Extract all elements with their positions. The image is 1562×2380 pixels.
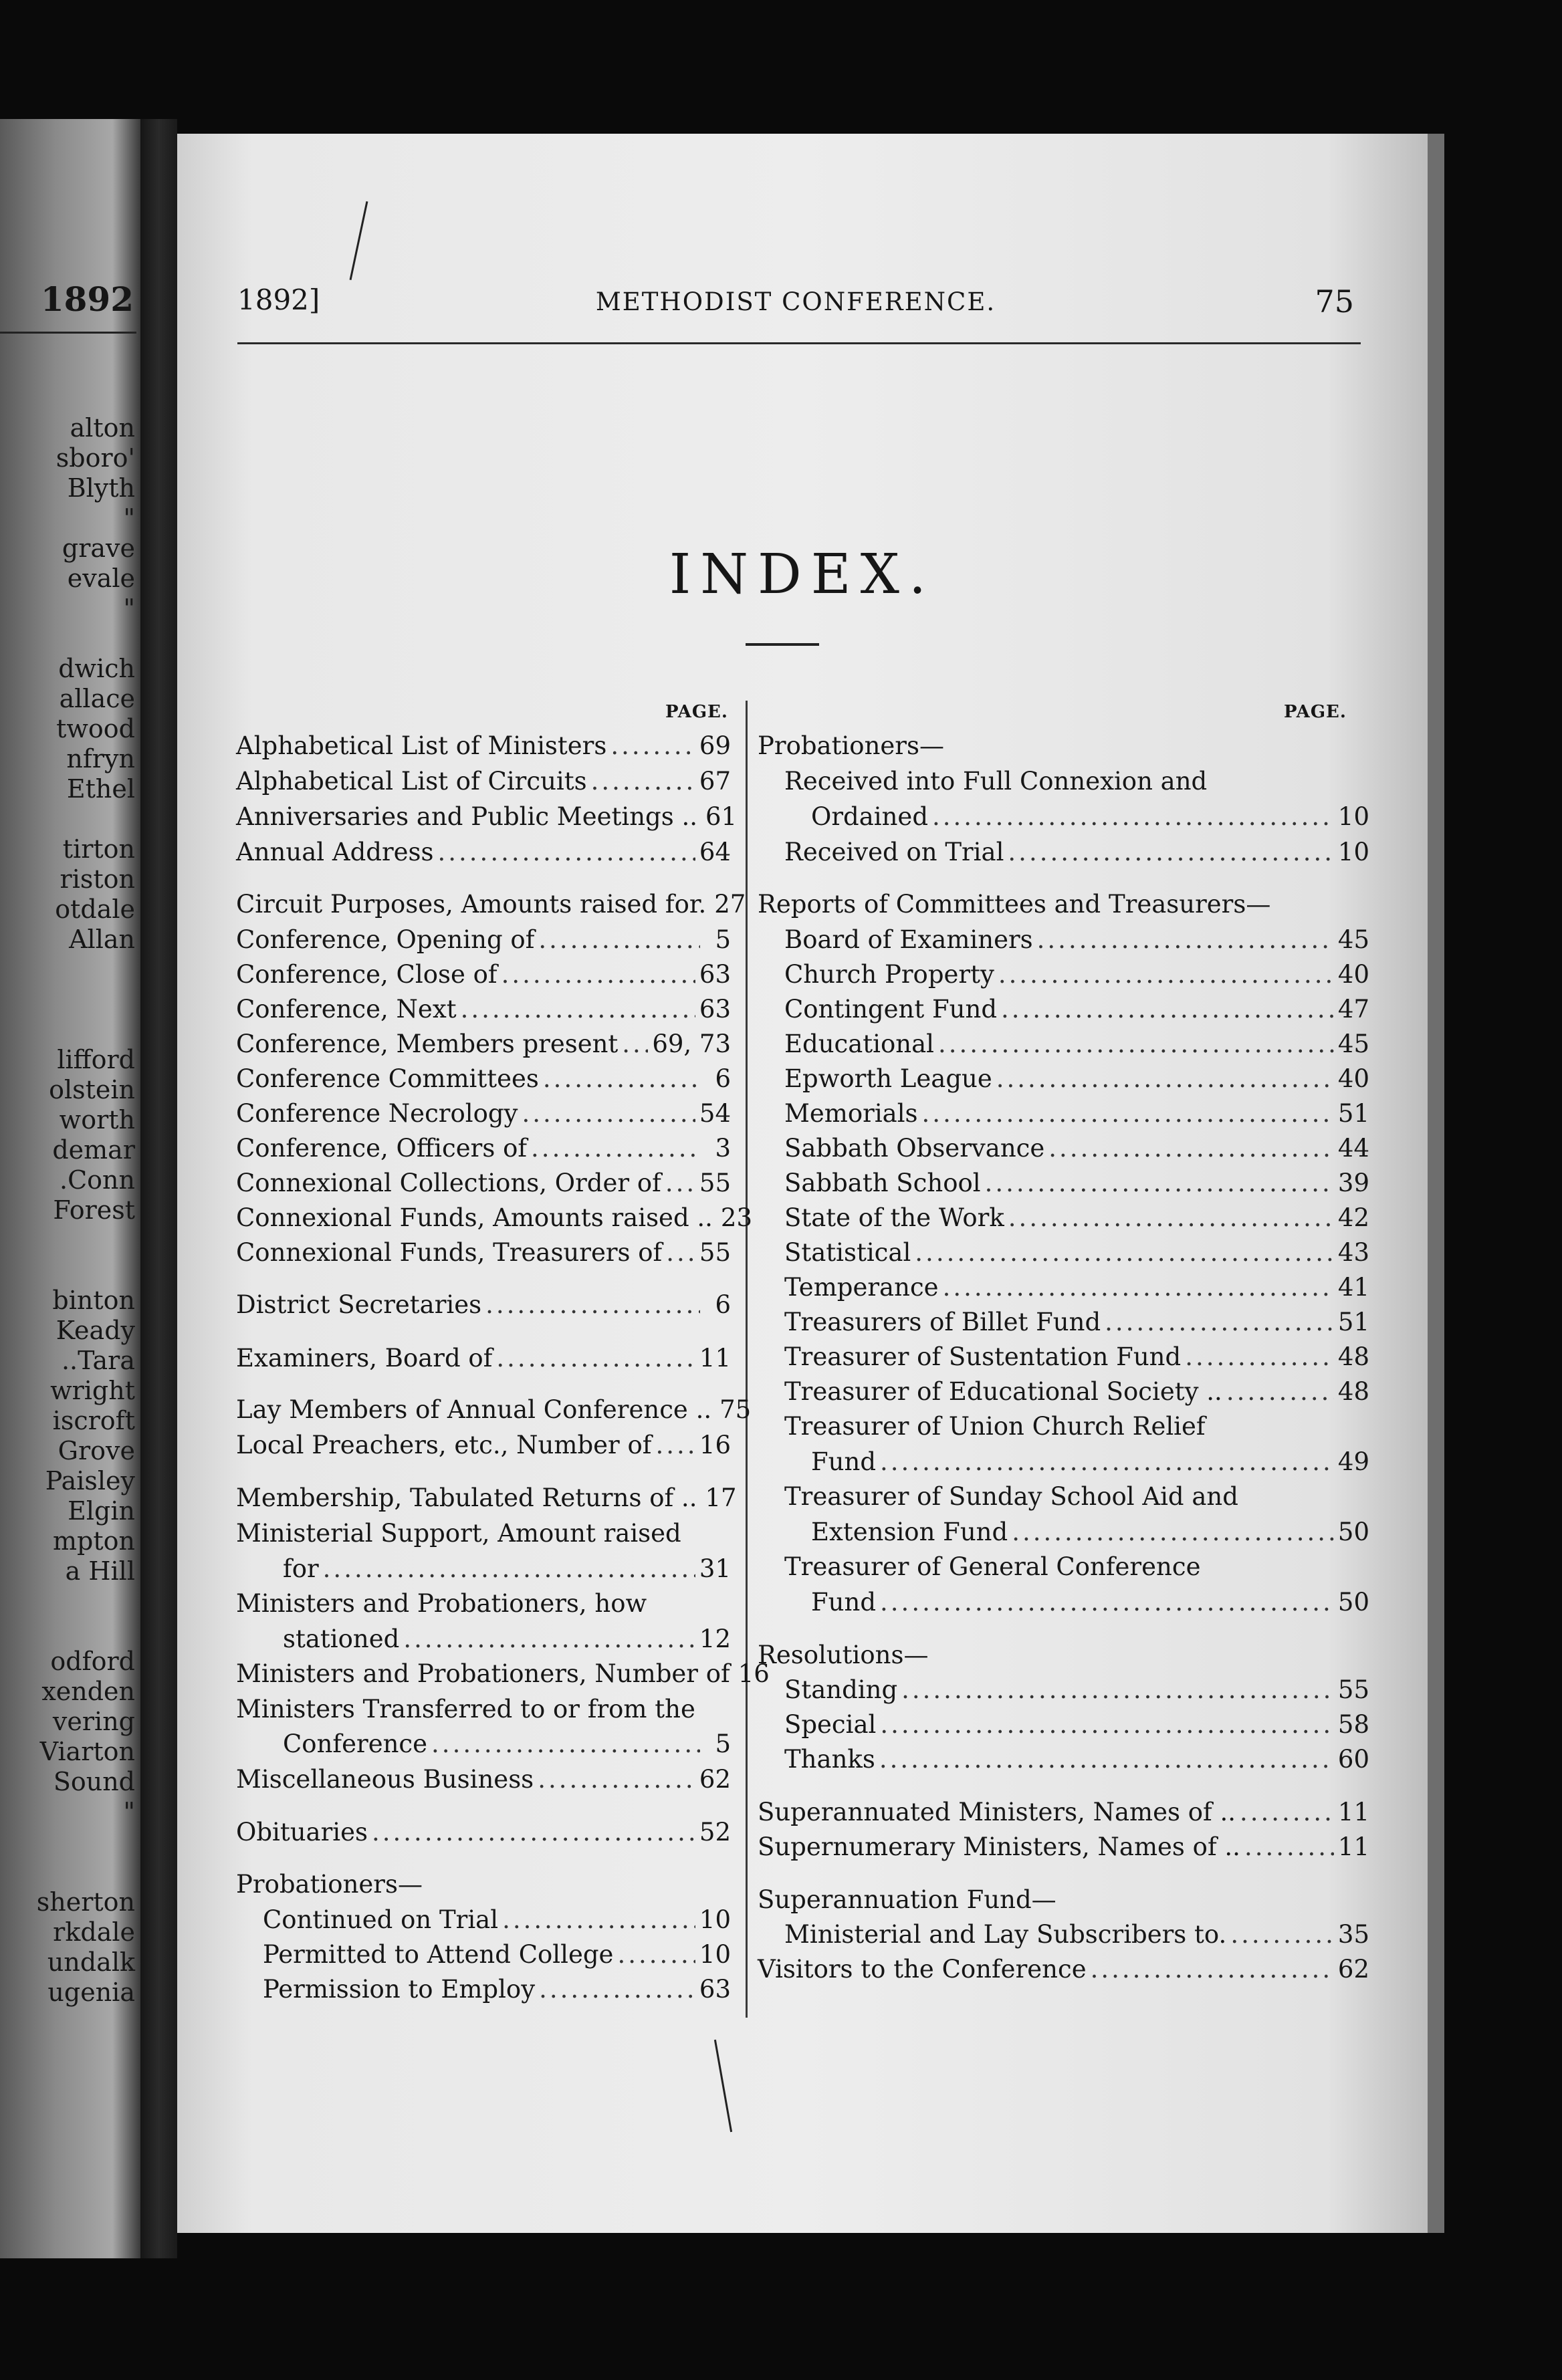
page-edge [1428,134,1444,2233]
index-entry-page: 39 [1337,1169,1369,1197]
dot-leader [1091,1952,1334,1987]
index-entry [758,1795,1369,1830]
index-entry-title: Church Property [784,960,994,989]
index-entry-page: 63 [699,960,731,989]
dot-leader [666,1235,695,1270]
index-entry [236,992,731,1027]
index-entry [236,1341,731,1376]
index-entry [784,1673,1369,1707]
facing-page-line [37,1617,135,1647]
index-entry-title: Annual Address [236,838,434,866]
index-entry-title: Circuit Purposes, Amounts raised for. [236,890,707,919]
index-entry-page: 69 [699,731,731,760]
index-entry-title: Educational [784,1030,935,1058]
index-entry-page: 50 [1337,1588,1369,1617]
dot-leader [880,1707,1334,1742]
facing-page-line: evale [67,564,135,593]
index-entry-title: Connexional Funds, Amounts raised .. [236,1203,713,1232]
dot-leader [622,1027,648,1062]
index-entry [236,1657,770,1691]
index-heading: Ministers and Probationers, how [236,1589,647,1618]
facing-page [0,119,140,2258]
index-entry-page: 49 [1337,1447,1369,1476]
index-heading: Treasurer of Sunday School Aid and [784,1482,1238,1511]
index-entry-title: Treasurer of Sustentation Fund [784,1342,1182,1371]
index-entry-page: 40 [1337,1064,1369,1093]
index-entry [263,1972,731,2007]
index-entry [283,1622,731,1657]
index-entry-page: 62 [699,1765,731,1794]
dot-leader [531,1131,700,1166]
dot-leader [323,1552,695,1586]
dot-leader [502,1903,695,1937]
facing-page-line: grave [62,533,135,563]
index-entry [236,1166,731,1201]
index-entry-title: Alphabetical List of Ministers [236,731,607,760]
index-entry-page: 61 [705,802,738,831]
index-entry-title: Special [784,1710,877,1739]
index-entry-page: 75 [719,1395,752,1424]
index-entry-page: 17 [705,1483,737,1512]
dot-leader [922,1096,1334,1131]
facing-page-header: 1892 [40,279,134,319]
index-entry-title: Thanks [784,1745,875,1774]
index-entry-title: Conference, Next [236,995,457,1024]
index-entry-title: for [283,1554,319,1583]
facing-page-line: " [123,594,135,623]
facing-page-rule [0,332,136,334]
facing-page-line: ..Tara [61,1346,135,1375]
index-entry-title: Statistical [784,1238,911,1267]
facing-page-line: Paisley [45,1466,135,1496]
dot-leader [879,1742,1334,1777]
index-entry-page: 10 [1337,838,1369,866]
index-entry-page: 11 [1337,1798,1369,1826]
facing-page-line: a Hill [65,1556,135,1586]
index-entry-title: Sabbath School [784,1169,981,1197]
index-entry [784,1201,1369,1235]
facing-page-line: sboro' [55,443,135,473]
index-entry [236,1393,752,1427]
index-entry [236,887,746,922]
facing-page-line: odford [50,1647,135,1676]
index-entry-title: Conference, Opening of [236,925,535,954]
facing-page-line: Forest [53,1195,135,1225]
facing-page-column [37,413,135,2008]
index-entry-title: Superannuated Ministers, Names of .. [758,1798,1236,1826]
index-entry-page: 47 [1337,995,1369,1024]
index-entry-title: Conference Necrology [236,1099,518,1128]
facing-page-line: " [123,1797,135,1826]
book-gutter [140,119,177,2258]
facing-page-line: sherton [36,1887,135,1917]
facing-page-line: worth [59,1105,135,1135]
index-entry-page: 69, 73 [652,1030,731,1058]
dot-leader [1037,923,1334,957]
index-entry-title: Alphabetical List of Circuits [236,767,587,796]
dot-leader [880,1585,1334,1620]
facing-page-line: " [123,503,135,533]
index-entry-title: Permitted to Attend College [263,1940,614,1969]
dot-leader [617,1937,695,1972]
index-entry [784,1340,1369,1375]
index-entry [236,1428,731,1463]
index-entry [784,1096,1369,1131]
index-entry-page: 16 [699,1431,731,1459]
facing-page-line [37,1256,135,1286]
index-entry-title: Connexional Funds, Treasurers of [236,1238,663,1267]
index-entry-title: Conference, Officers of [236,1134,528,1163]
index-entry-page: 58 [1337,1710,1369,1739]
index-entry [784,1166,1369,1201]
index-entry-page: 50 [1337,1518,1369,1546]
dot-leader [880,1445,1334,1479]
dot-leader [543,1062,700,1096]
facing-page-line: wright [50,1376,135,1405]
right-page-label: PAGE. [1284,702,1347,722]
index-entry-page: 64 [699,838,731,866]
index-entry [236,923,731,957]
dot-leader [431,1727,700,1762]
index-entry [784,835,1369,870]
facing-page-line: tirton [62,834,135,864]
index-entry [236,764,731,799]
index-entry-title: Ministerial and Lay Subscribers to. [784,1920,1227,1949]
index-entry-title: Connexional Collections, Order of [236,1169,661,1197]
facing-page-line: binton [52,1286,135,1315]
index-entry-title: Standing [784,1675,898,1704]
facing-page-line: vering [52,1707,135,1736]
facing-page-line [37,955,135,985]
dot-leader [901,1673,1334,1707]
index-entry-title: Extension Fund [811,1518,1008,1546]
index-entry [811,1515,1369,1550]
index-entry-page: 43 [1337,1238,1369,1267]
index-entry [811,800,1369,834]
index-entry-title: Board of Examiners [784,925,1033,954]
dot-leader [1105,1305,1334,1340]
index-entry [236,1096,731,1131]
index-entry-page: 45 [1337,925,1369,954]
dot-leader [985,1166,1334,1201]
dot-leader [1185,1340,1334,1375]
index-entry [263,1937,731,1972]
facing-page-line: olstein [49,1075,135,1104]
dot-leader [522,1096,695,1131]
title-rule [746,643,819,646]
dot-leader [998,957,1334,992]
facing-page-line: Blyth [67,473,135,503]
index-entry-page: 62 [1337,1955,1369,1984]
dot-leader [1240,1795,1334,1830]
index-entry-page: 31 [699,1554,731,1583]
index-entry-title: Examiners, Board of [236,1344,493,1373]
index-entry-title: Lay Members of Annual Conference .. [236,1395,712,1424]
index-heading: Resolutions— [758,1641,929,1669]
facing-page-line: alton [70,413,135,443]
index-entry [236,1288,731,1322]
index-entry-title: Continued on Trial [263,1905,499,1934]
index-entry-page: 12 [699,1625,731,1653]
index-entry [784,923,1369,957]
index-entry [263,1903,731,1937]
index-entry-page: 3 [715,1134,731,1163]
index-entry-page: 48 [1337,1377,1369,1406]
left-page-label: PAGE. [665,702,728,722]
dot-leader [372,1815,695,1850]
facing-page-line [37,1857,135,1887]
index-entry-title: Obituaries [236,1818,368,1847]
index-heading: Reports of Committees and Treasurers— [758,890,1271,919]
index-entry [236,1201,753,1235]
index-entry-page: 11 [1337,1832,1369,1861]
index-entry-title: Conference Committees [236,1064,539,1093]
column-divider [746,701,748,2018]
dot-leader [1230,1917,1334,1952]
index-entry-page: 10 [699,1940,731,1969]
index-entry [784,1062,1369,1096]
dot-leader [403,1622,695,1657]
index-entry-page: 5 [715,1730,731,1758]
facing-page-line: allace [59,684,135,713]
index-entry [784,992,1369,1027]
facing-page-line [37,1225,135,1256]
index-entry [811,1445,1369,1479]
index-entry-page: 16 [738,1659,770,1688]
index-entry-page: 10 [699,1905,731,1934]
facing-page-line: nfryn [66,744,135,774]
index-entry-title: Fund [811,1588,877,1617]
index-entry-page: 27 [714,890,746,919]
facing-page-line: rkdale [53,1917,135,1947]
index-entry-title: District Secretaries [236,1290,482,1319]
index-entry-title: Conference, Members present [236,1030,619,1058]
index-entry-page: 42 [1337,1203,1369,1232]
index-entry-page: 55 [699,1238,731,1267]
index-entry [236,1062,731,1096]
facing-page-line: twood [56,714,135,743]
index-entry-page: 41 [1337,1273,1369,1302]
dot-leader [1008,835,1333,870]
dot-leader [1048,1131,1334,1166]
index-entry-title: Conference, Close of [236,960,497,989]
index-entry-title: Anniversaries and Public Meetings .. [236,802,697,831]
index-entry [784,1375,1369,1409]
index-entry [236,1481,737,1516]
index-entry-page: 60 [1337,1745,1369,1774]
index-entry [236,1762,731,1797]
index-entry-page: 6 [715,1064,731,1093]
index-entry-page: 55 [1337,1675,1369,1704]
index-entry [784,1305,1369,1340]
index-entry [811,1585,1369,1620]
dot-leader [1244,1830,1334,1865]
facing-page-line: .Conn [60,1165,135,1195]
index-entry [236,1027,731,1062]
index-entry-title: Ministers and Probationers, Number of [236,1659,730,1688]
dot-leader [496,1341,695,1376]
facing-page-line [37,1586,135,1617]
facing-page-line [37,624,135,654]
index-entry-title: State of the Work [784,1203,1004,1232]
index-heading: Ministerial Support, Amount raised [236,1519,681,1548]
index-entry [784,957,1369,992]
dot-leader [1226,1375,1334,1409]
index-entry [236,729,731,763]
index-entry [784,1270,1369,1305]
index-entry-title: Membership, Tabulated Returns of .. [236,1483,697,1512]
index-entry-page: 51 [1337,1308,1369,1336]
index-entry-page: 10 [1337,802,1369,831]
facing-page-line: otdale [55,895,135,924]
index-entry [283,1552,731,1586]
facing-page-line: Ethel [66,774,135,804]
facing-page-line: Keady [55,1316,135,1345]
index-entry-title: Temperance [784,1273,939,1302]
index-entry-page: 63 [699,995,731,1024]
index-entry-page: 35 [1337,1920,1369,1949]
facing-page-line: mpton [53,1526,135,1556]
index-entry-page: 48 [1337,1342,1369,1371]
dot-leader [655,1428,695,1463]
facing-page-line: dwich [58,654,135,683]
dot-leader [438,835,695,870]
index-heading: Superannuation Fund— [758,1885,1056,1914]
index-entry [236,1131,731,1166]
facing-page-line: riston [60,864,135,894]
dot-leader [501,957,695,992]
index-entry [236,800,738,834]
dot-leader [538,1762,695,1797]
index-entry [283,1727,731,1762]
dot-leader [996,1062,1334,1096]
dot-leader [1008,1201,1334,1235]
facing-page-line: Elgin [68,1496,135,1526]
index-entry-page: 55 [699,1169,731,1197]
index-entry-page: 51 [1337,1099,1369,1128]
index-entry [236,1815,731,1850]
facing-page-line: xenden [41,1677,135,1706]
facing-page-line: Grove [58,1436,135,1465]
dot-leader [461,992,695,1027]
index-entry-title: Visitors to the Conference [758,1955,1087,1984]
page-title: INDEX. [669,543,936,606]
index-entry-title: stationed [283,1625,400,1653]
index-heading: Probationers— [236,1870,423,1899]
index-entry-page: 23 [720,1203,753,1232]
index-page [177,134,1428,2233]
index-entry [784,1707,1369,1742]
dot-leader [938,1027,1334,1062]
index-entry [784,1917,1369,1952]
index-entry-title: Ordained [811,802,929,831]
index-entry-page: 45 [1337,1030,1369,1058]
facing-page-line: ugenia [47,1978,135,2007]
facing-page-line: lifford [57,1045,135,1074]
facing-page-line [37,1015,135,1045]
index-entry-title: Fund [811,1447,877,1476]
index-entry-page: 5 [715,925,731,954]
index-entry [236,957,731,992]
dot-leader [538,923,700,957]
index-entry-page: 11 [699,1344,731,1373]
facing-page-line: Viarton [39,1737,135,1766]
index-entry [758,1952,1369,1987]
facing-page-line: undalk [47,1947,135,1977]
index-entry-title: Supernumerary Ministers, Names of .. [758,1832,1240,1861]
index-entry-title: Sabbath Observance [784,1134,1045,1163]
facing-page-line [37,985,135,1015]
facing-page-line [37,804,135,834]
index-entry-page: 67 [699,767,731,796]
index-heading: Probationers— [758,731,944,760]
facing-page-line: Allan [69,925,135,954]
dot-leader [485,1288,700,1322]
index-entry [784,1027,1369,1062]
dot-leader [943,1270,1334,1305]
index-entry [236,1235,731,1270]
index-entry-page: 6 [715,1290,731,1319]
index-entry-title: Local Preachers, etc., Number of [236,1431,652,1459]
facing-page-line: Sound [53,1767,135,1796]
facing-page-line: demar [52,1135,135,1165]
index-entry [784,1235,1369,1270]
index-entry-title: Conference [283,1730,428,1758]
index-entry [758,1830,1369,1865]
dot-leader [591,764,695,799]
dot-leader [1012,1515,1334,1550]
index-entry-page: 54 [699,1099,731,1128]
dot-leader [665,1166,695,1201]
index-entry [236,835,731,870]
index-heading: Ministers Transferred to or from the [236,1695,695,1723]
index-entry-title: Received on Trial [784,838,1004,866]
dot-leader [539,1972,695,2007]
index-entry-page: 40 [1337,960,1369,989]
dot-leader [1001,992,1334,1027]
index-entry-title: Contingent Fund [784,995,998,1024]
index-entry [784,1742,1369,1777]
header-year: 1892] [237,283,320,316]
index-entry-title: Permission to Employ [263,1975,536,2004]
dot-leader [610,729,695,763]
index-entry-page: 44 [1337,1134,1369,1163]
header-title: METHODIST CONFERENCE. [595,287,996,316]
index-entry-title: Treasurers of Billet Fund [784,1308,1101,1336]
dot-leader [915,1235,1334,1270]
header-rule [237,342,1361,344]
index-entry-page: 63 [699,1975,731,2004]
index-heading: Received into Full Connexion and [784,767,1208,796]
index-heading: Treasurer of General Conference [784,1552,1201,1581]
index-entry-page: 52 [699,1818,731,1847]
index-entry-title: Epworth League [784,1064,992,1093]
facing-page-line [37,1827,135,1857]
index-heading: Treasurer of Union Church Relief [784,1412,1206,1441]
index-entry [784,1131,1369,1166]
index-entry-title: Treasurer of Educational Society .. [784,1377,1222,1406]
index-entry-title: Memorials [784,1099,918,1128]
header-page-number: 75 [1315,283,1354,320]
facing-page-line: iscroft [52,1406,135,1435]
index-entry-title: Miscellaneous Business [236,1765,534,1794]
dot-leader [932,800,1334,834]
running-head [237,283,1354,324]
